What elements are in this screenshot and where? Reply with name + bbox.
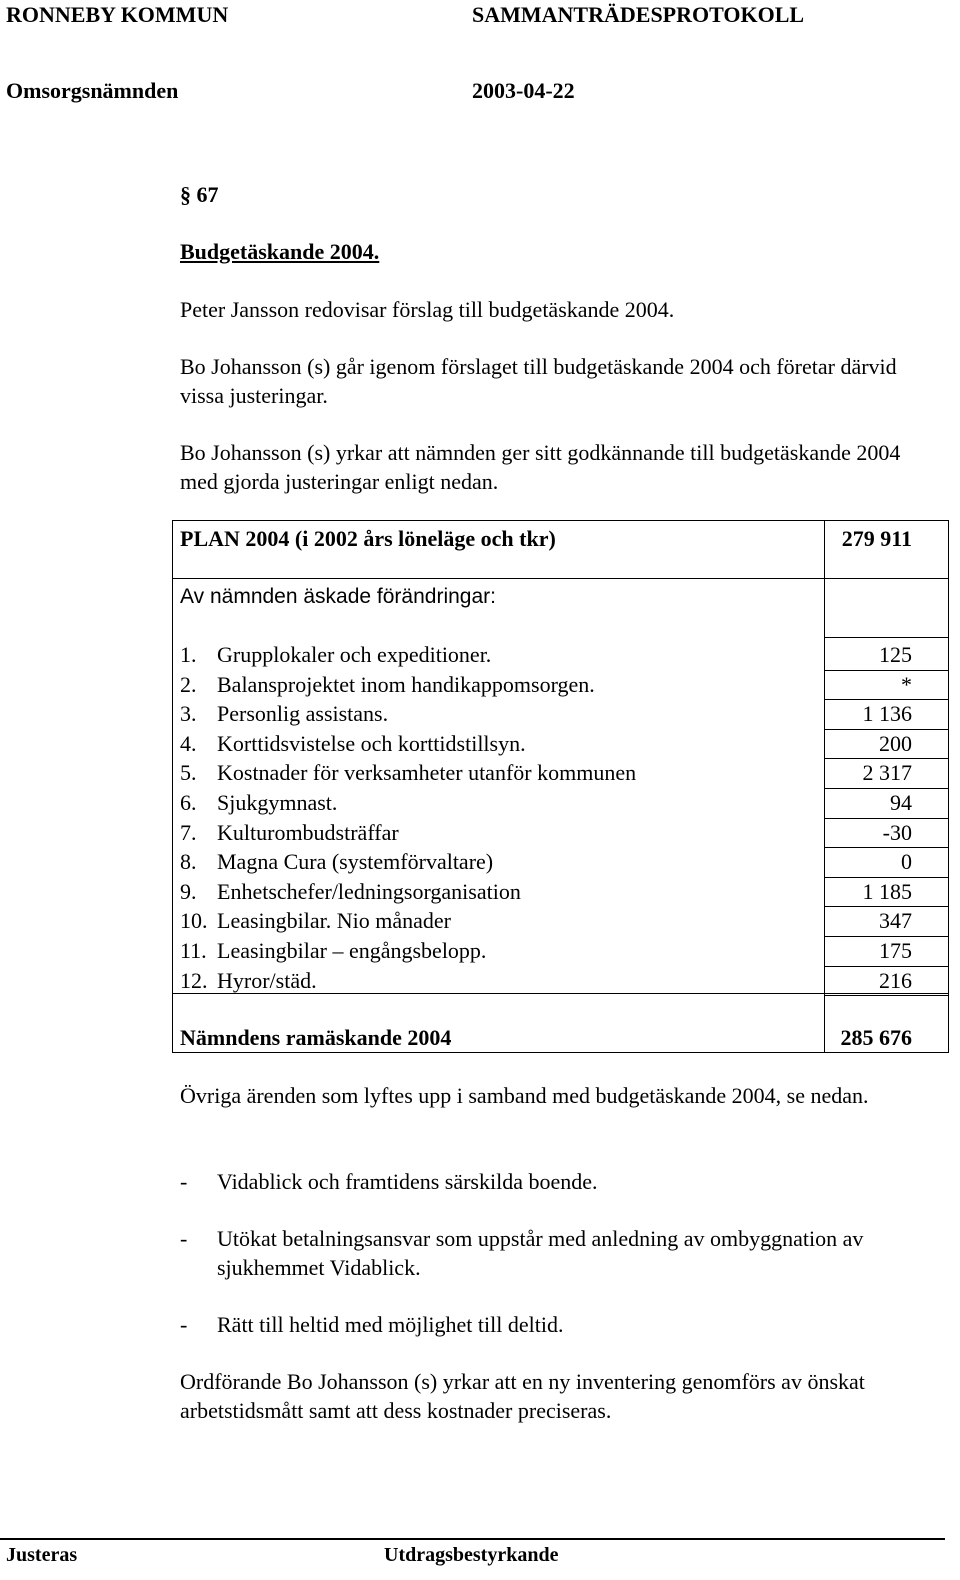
row-label: Leasingbilar – engångsbelopp. [217,938,487,963]
bullet-item: Utökat betalningsansvar som uppstår med anledning av ombyggnation av sjukhemmet Vidablick. [217,1226,864,1280]
row-value: 125 [879,642,912,667]
paragraph-5: Ordförande Bo Johansson (s) yrkar att en ny inventering genomförs av önskat arbetstidsmått samt att dess kostnader preciseras. [180,1369,865,1423]
bullet-item: Rätt till heltid med möjlighet till deltid. [217,1312,564,1337]
row-value: * [901,671,912,697]
row-value: 1 185 [862,878,912,904]
row-label: Kostnader för verksamheter utanför kommunen [217,760,637,786]
changes-label: Av nämnden äskade förändringar: [180,585,496,608]
footer-rule [0,1538,945,1540]
row-value: 2 317 [862,760,912,786]
header-doc-type: SAMMANTRÄDESPROTOKOLL [472,2,805,27]
row-number: 12. [180,967,208,993]
row-number: 10. [180,908,208,934]
row-number: 11. [180,938,207,963]
table-row [0,788,960,817]
bullet-mark: - [180,1169,188,1194]
table-row [0,699,960,728]
table-row [0,966,960,995]
table-row [0,847,960,876]
bullet-item: Vidablick och framtidens särskilda boende. [217,1169,598,1194]
row-value: 94 [890,790,912,815]
row-value: 347 [879,908,912,934]
footer-utdragsbestyrkande: Utdragsbestyrkande [384,1544,559,1566]
bullet-mark: - [180,1226,188,1251]
row-label: Enhetschefer/ledningsorganisation [217,878,521,904]
header-org: RONNEBY KOMMUN [6,2,229,27]
row-label: Balansprojektet inom handikappomsorgen. [217,671,595,697]
row-label: Kulturombudsträffar [217,819,399,845]
table-row [0,640,960,669]
table-row [0,877,960,906]
header-date: 2003-04-22 [472,78,575,103]
table-row [0,670,960,699]
row-number: 1. [180,642,197,667]
plan-label: PLAN 2004 (i 2002 års löneläge och tkr) [180,526,556,551]
paragraph-4: Övriga ärenden som lyftes upp i samband med budgetäskande 2004, se nedan. [180,1083,869,1108]
row-number: 2. [180,671,197,697]
row-value: -30 [882,819,912,845]
row-divider [824,995,949,996]
paragraph-1: Peter Jansson redovisar förslag till budgetäskande 2004. [180,297,675,322]
row-label: Korttidsvistelse och korttidstillsyn. [217,730,526,756]
table-row [0,936,960,965]
bullet-mark: - [180,1312,188,1337]
section-number: § 67 [180,182,219,207]
row-number: 6. [180,790,197,815]
row-number: 8. [180,849,197,875]
table-row [0,729,960,758]
row-number: 4. [180,730,197,756]
row-value: 200 [879,730,912,756]
row-label: Hyror/städ. [217,967,317,993]
row-label: Personlig assistans. [217,701,389,727]
table-row [0,758,960,787]
paragraph-3: Bo Johansson (s) yrkar att nämnden ger sitt godkännande till budgetäskande 2004 med gjorda justeringar enligt nedan. [180,440,901,494]
footer-justeras: Justeras [6,1544,78,1566]
row-number: 3. [180,701,197,727]
header-committee: Omsorgsnämnden [6,78,179,103]
row-label: Grupplokaler och expeditioner. [217,642,492,667]
table-row [0,906,960,935]
row-label: Sjukgymnast. [217,790,338,815]
total-value: 285 676 [840,1025,912,1050]
row-label: Magna Cura (systemförvaltare) [217,849,494,875]
row-value: 216 [879,967,912,993]
row-number: 5. [180,760,197,786]
section-title: Budgetäskande 2004. [180,239,380,264]
row-value: 0 [901,849,912,875]
row-number: 7. [180,819,197,845]
paragraph-2: Bo Johansson (s) går igenom förslaget till budgetäskande 2004 och företar därvid vissa justeringar. [180,354,897,408]
row-value: 1 136 [862,701,912,727]
table-row [0,818,960,847]
row-label: Leasingbilar. Nio månader [217,908,451,934]
row-number: 9. [180,878,197,904]
total-label: Nämndens ramäskande 2004 [180,1025,452,1050]
row-value: 175 [879,938,912,963]
plan-value: 279 911 [841,526,912,551]
